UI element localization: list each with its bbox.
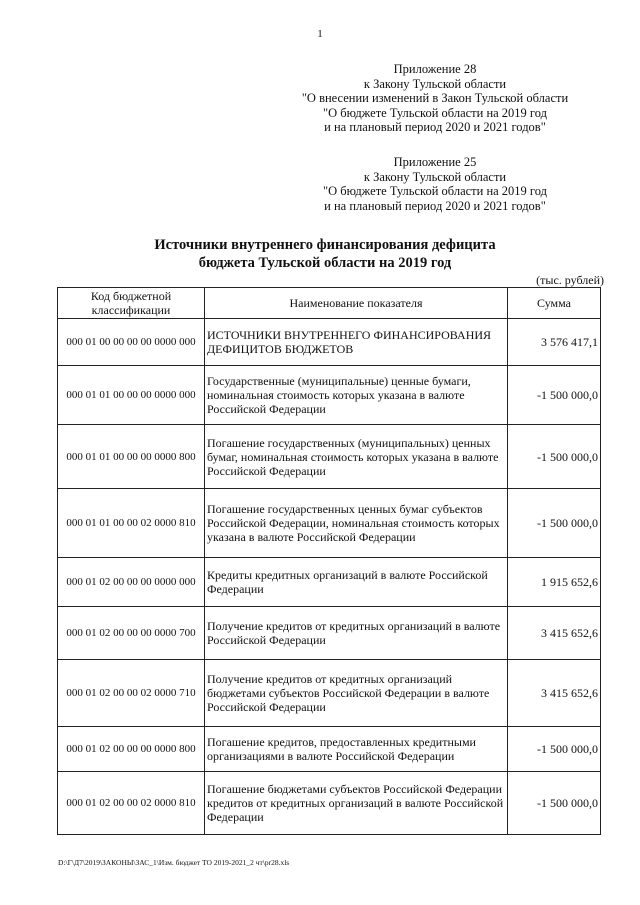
row-name: Получение кредитов от кредитных организаций бюджетами субъектов Российской Федерации в валюте Российской Федерации — [205, 660, 508, 727]
row-code: 000 01 02 00 00 00 0000 700 — [58, 607, 205, 660]
header-name: Наименование показателя — [205, 288, 508, 319]
row-sum: -1 500 000,0 — [508, 366, 601, 425]
row-code: 000 01 01 00 00 00 0000 800 — [58, 425, 205, 489]
appendix-25-line: к Закону Тульской области — [363, 169, 507, 184]
unit-note: (тыс. рублей) — [536, 273, 604, 287]
row-name: Погашение бюджетами субъектов Российской Федерации кредитов от кредитных организаций в валюте Российской Федерации — [205, 772, 508, 835]
table-row — [58, 489, 601, 558]
row-name: Погашение государственных (муниципальных) ценных бумаг, номинальная стоимость которых указана в валюте Российской Федерации — [205, 425, 508, 489]
row-code: 000 01 00 00 00 00 0000 000 — [58, 319, 205, 366]
table-row — [58, 319, 601, 366]
appendix-28-line: Приложение 28 — [393, 62, 477, 76]
footer-file-path: D:\Г\Д7\2019\ЗАКОНЫ\ЗАС_1\Изм. бюджет ТО 2019-2021_2 чт\pr28.xls — [58, 858, 290, 867]
appendix-25-line: Приложение 25 — [393, 155, 477, 169]
appendix-25-header — [300, 155, 570, 213]
table-row — [58, 727, 601, 772]
row-name: Погашение государственных ценных бумаг субъектов Российской Федерации, номинальная стоимость которых указана в валюте Российской Федерации — [205, 489, 508, 558]
row-sum: 3 576 417,1 — [508, 319, 601, 366]
table-header-row — [58, 288, 601, 319]
row-sum: 1 915 652,6 — [508, 558, 601, 607]
row-code: 000 01 01 00 00 02 0000 810 — [58, 489, 205, 558]
appendix-28-line: "О внесении изменений в Закон Тульской области — [301, 91, 569, 105]
row-code: 000 01 01 00 00 00 0000 000 — [58, 366, 205, 425]
page-number: 1 — [317, 28, 323, 40]
row-sum: 3 415 652,6 — [508, 607, 601, 660]
row-sum: -1 500 000,0 — [508, 489, 601, 558]
row-code: 000 01 02 00 00 00 0000 000 — [58, 558, 205, 607]
table-row — [58, 607, 601, 660]
header-code: Код бюджетной классификации — [58, 288, 205, 319]
table-row — [58, 660, 601, 727]
row-sum: -1 500 000,0 — [508, 772, 601, 835]
table-row — [58, 558, 601, 607]
table-row — [58, 366, 601, 425]
row-sum: -1 500 000,0 — [508, 727, 601, 772]
appendix-28-line: к Закону Тульской области — [363, 76, 507, 91]
row-sum: 3 415 652,6 — [508, 660, 601, 727]
row-name: Государственные (муниципальные) ценные бумаги, номинальная стоимость которых указана в валюте Российской Федерации — [205, 366, 508, 425]
header-sum: Сумма — [508, 288, 601, 319]
row-name: Кредиты кредитных организаций в валюте Российской Федерации — [205, 558, 508, 607]
document-title-line: Источники внутреннего финансирования дефицита — [154, 237, 496, 253]
row-name: Погашение кредитов, предоставленных кредитными организациями в валюте Российской Федерации — [205, 727, 508, 772]
row-sum: -1 500 000,0 — [508, 425, 601, 489]
row-code: 000 01 02 00 00 00 0000 800 — [58, 727, 205, 772]
appendix-28-line: "О бюджете Тульской области на 2019 год — [323, 105, 547, 120]
appendix-28-header — [280, 62, 590, 135]
table-row — [58, 425, 601, 489]
table-row — [58, 772, 601, 835]
document-title-line: бюджета Тульской области на 2019 год — [198, 255, 452, 271]
appendix-25-line: и на плановый период 2020 и 2021 годов" — [324, 198, 546, 213]
appendix-25-line: "О бюджете Тульской области на 2019 год — [323, 184, 547, 198]
document-title — [60, 236, 590, 272]
row-code: 000 01 02 00 00 02 0000 710 — [58, 660, 205, 727]
appendix-28-line: и на плановый период 2020 и 2021 годов" — [324, 120, 546, 134]
row-name: ИСТОЧНИКИ ВНУТРЕННЕГО ФИНАНСИРОВАНИЯ ДЕФИЦИТОВ БЮДЖЕТОВ — [205, 319, 508, 366]
row-code: 000 01 02 00 00 02 0000 810 — [58, 772, 205, 835]
sources-table — [57, 287, 601, 835]
row-name: Получение кредитов от кредитных организаций в валюте Российской Федерации — [205, 607, 508, 660]
